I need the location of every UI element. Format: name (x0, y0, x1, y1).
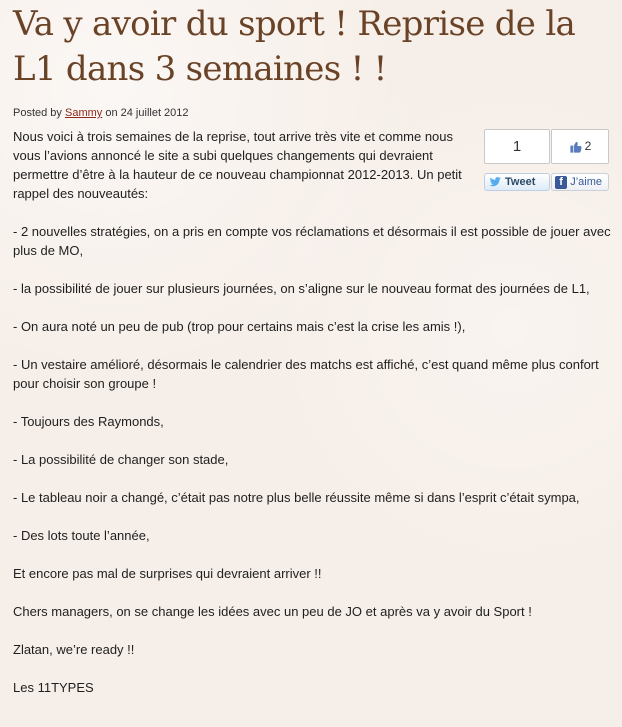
article-paragraph-12: Les 11TYPES (13, 680, 94, 695)
article-intro: Nous voici à trois semaines de la reprise, tout arrive très vite et comme nous vous l’avions annoncé le site a subi quelques changements qui devraient permettre d’être à la hauteur de ce nouveau championnat 2012-2013. Un petit rappel des nouveautés: (13, 129, 462, 201)
post-date: 24 juillet 2012 (120, 107, 189, 119)
article-paragraph-3: - On aura noté un peu de pub (trop pour certains mais c’est la crise les amis !), (13, 319, 466, 334)
article-paragraph-4: - Un vestaire amélioré, désormais le calendrier des matchs est affiché, c’est quand même plus confort pour choisir son groupe ! (13, 357, 599, 391)
posted-by-label: Posted by (13, 107, 62, 119)
article-paragraph-7: - Le tableau noir a changé, c’était pas notre plus belle réussite même si dans l’esprit c’était sympa, (13, 490, 580, 505)
facebook-like-count: 2 (584, 139, 592, 153)
article-paragraph-11: Zlatan, we’re ready !! (13, 642, 135, 657)
article-paragraph-1: - 2 nouvelles stratégies, on a pris en compte vos réclamations et désormais il est possible de jouer avec plus de MO, (13, 224, 611, 258)
tweet-label: Tweet (505, 176, 536, 188)
article-paragraph-6: - La possibilité de changer son stade, (13, 452, 229, 467)
post-meta (13, 106, 189, 120)
article-paragraph-8: - Des lots toute l’année, (13, 528, 150, 543)
article-paragraph-9: Et encore pas mal de surprises qui devraient arriver !! (13, 566, 322, 581)
author-link[interactable]: Sammy (64, 107, 103, 119)
article-paragraph-10: Chers managers, on se change les idées avec un peu de JO et après va y avoir du Sport ! (13, 604, 532, 619)
article-paragraph-5: - Toujours des Raymonds, (13, 414, 164, 429)
article-paragraph-2: - la possibilité de jouer sur plusieurs journées, on s’aligne sur le nouveau format des journées de L1, (13, 281, 590, 296)
date-prefix: on (105, 107, 118, 119)
tweet-count: 1 (484, 129, 550, 164)
facebook-icon: f (555, 176, 567, 189)
facebook-like-label: J’aime (570, 176, 602, 188)
post-content (13, 127, 617, 716)
post-title: Va y avoir du sport ! Reprise de la L1 dans 3 semaines ! ! (13, 4, 576, 89)
